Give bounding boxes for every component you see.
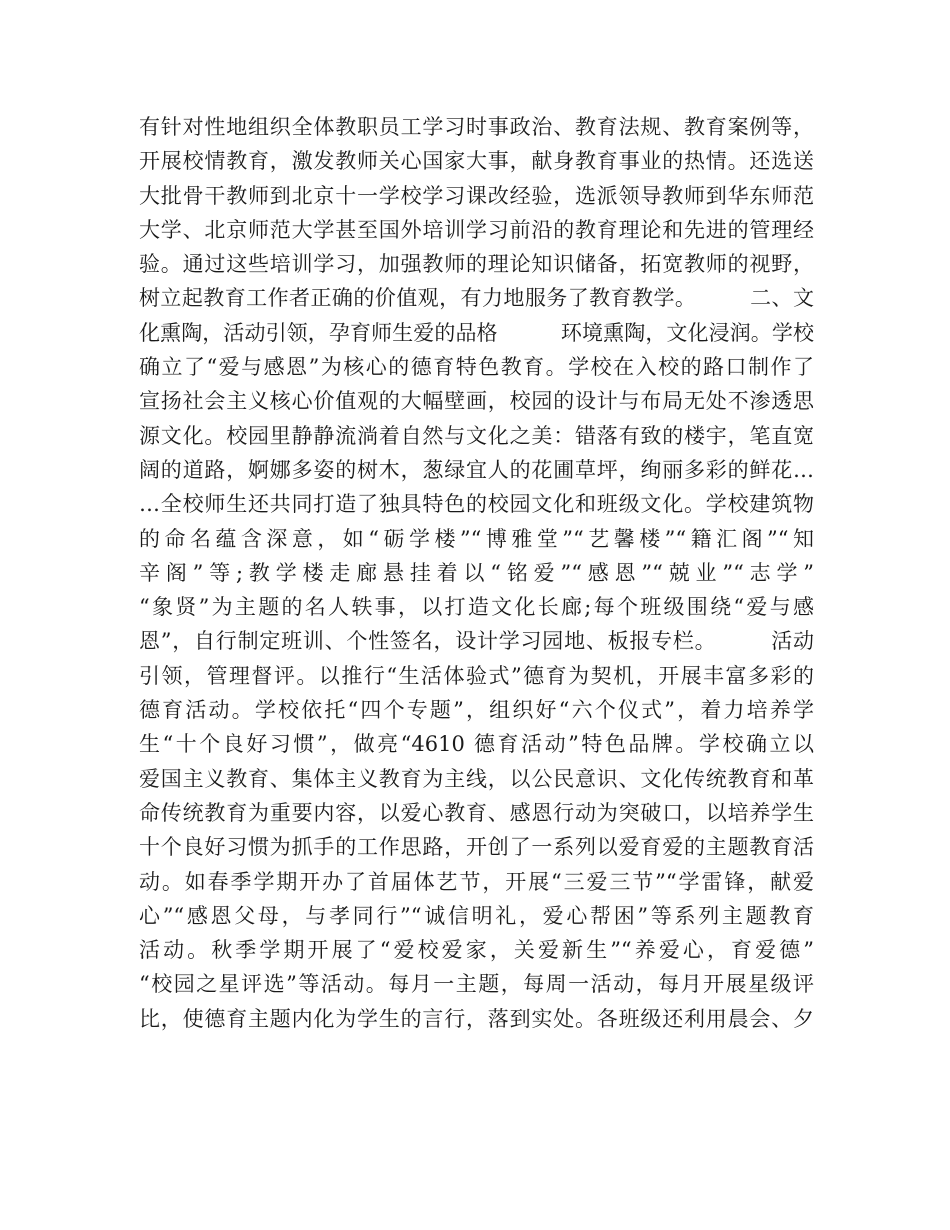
text-line: 大批骨干教师到北京十一学校学习课改经验，选派领导教师到华东师范 [139,183,814,208]
text-line: 动。如春季学期开办了首届体艺节，开展“三爱三节”“学雷锋，献爱 [139,869,814,894]
text-line: 命传统教育为重要内容，以爱心教育、感恩行动为突破口，以培养学生 [139,800,814,825]
text-line: 验。通过这些培训学习，加强教师的理论知识储备，拓宽教师的视野， [139,252,814,277]
text-line: 开展校情教育，激发教师关心国家大事，献身教育事业的热情。还选送 [139,149,814,174]
text-line: 比，使德育主题内化为学生的言行，落到实处。各班级还利用晨会、夕 [139,1006,814,1031]
text-line: 的命名蕴含深意，如“砺学楼”“博雅堂”“艺馨楼”“籍汇阁”“知 [139,526,814,551]
text-line: “象贤”为主题的名人轶事，以打造文化长廊;每个班级围绕“爱与感 [139,595,814,620]
text-line: 大学、北京师范大学甚至国外培训学习前沿的教育理论和先进的管理经 [139,217,814,242]
text-line: 活动。秋季学期开展了“爱校爱家，关爱新生”“养爱心，育爱德” [139,938,814,963]
text-line: 辛阁”等;教学楼走廊悬挂着以“铭爱”“感恩”“兢业”“志学” [139,560,814,585]
text-line: 爱国主义教育、集体主义教育为主线，以公民意识、文化传统教育和革 [139,766,814,791]
text-line: …全校师生还共同打造了独具特色的校园文化和班级文化。学校建筑物 [139,492,814,517]
text-line: 生“十个良好习惯”，做亮“4610 德育活动”特色品牌。学校确立以 [139,732,814,757]
text-line: 树立起教育工作者正确的价值观，有力地服务了教育教学。 二、文 [139,286,814,311]
text-line: 化熏陶，活动引领，孕育师生爱的品格 环境熏陶，文化浸润。学校 [139,320,814,345]
text-line: 十个良好习惯为抓手的工作思路，开创了一系列以爱育爱的主题教育活 [139,835,814,860]
text-line: 恩”，自行制定班训、个性签名，设计学习园地、板报专栏。 活动 [139,629,814,654]
text-line: 德育活动。学校依托“四个专题”，组织好“六个仪式”，着力培养学 [139,698,814,723]
body-text [139,110,814,1036]
text-line: 宣扬社会主义核心价值观的大幅壁画，校园的设计与布局无处不渗透思 [139,389,814,414]
text-line: “校园之星评选”等活动。每月一主题，每周一活动，每月开展星级评 [139,972,814,997]
text-line: 阔的道路，婀娜多姿的树木，葱绿宜人的花圃草坪，绚丽多彩的鲜花… [139,457,814,482]
text-line: 心”“感恩父母，与孝同行”“诚信明礼，爱心帮困”等系列主题教育 [139,903,814,928]
text-line: 确立了“爱与感恩”为核心的德育特色教育。学校在入校的路口制作了 [139,355,814,380]
text-line: 引领，管理督评。以推行“生活体验式”德育为契机，开展丰富多彩的 [139,663,814,688]
text-line: 源文化。校园里静静流淌着自然与文化之美：错落有致的楼宇，笔直宽 [139,423,814,448]
text-line: 有针对性地组织全体教职员工学习时事政治、教育法规、教育案例等， [139,115,814,139]
